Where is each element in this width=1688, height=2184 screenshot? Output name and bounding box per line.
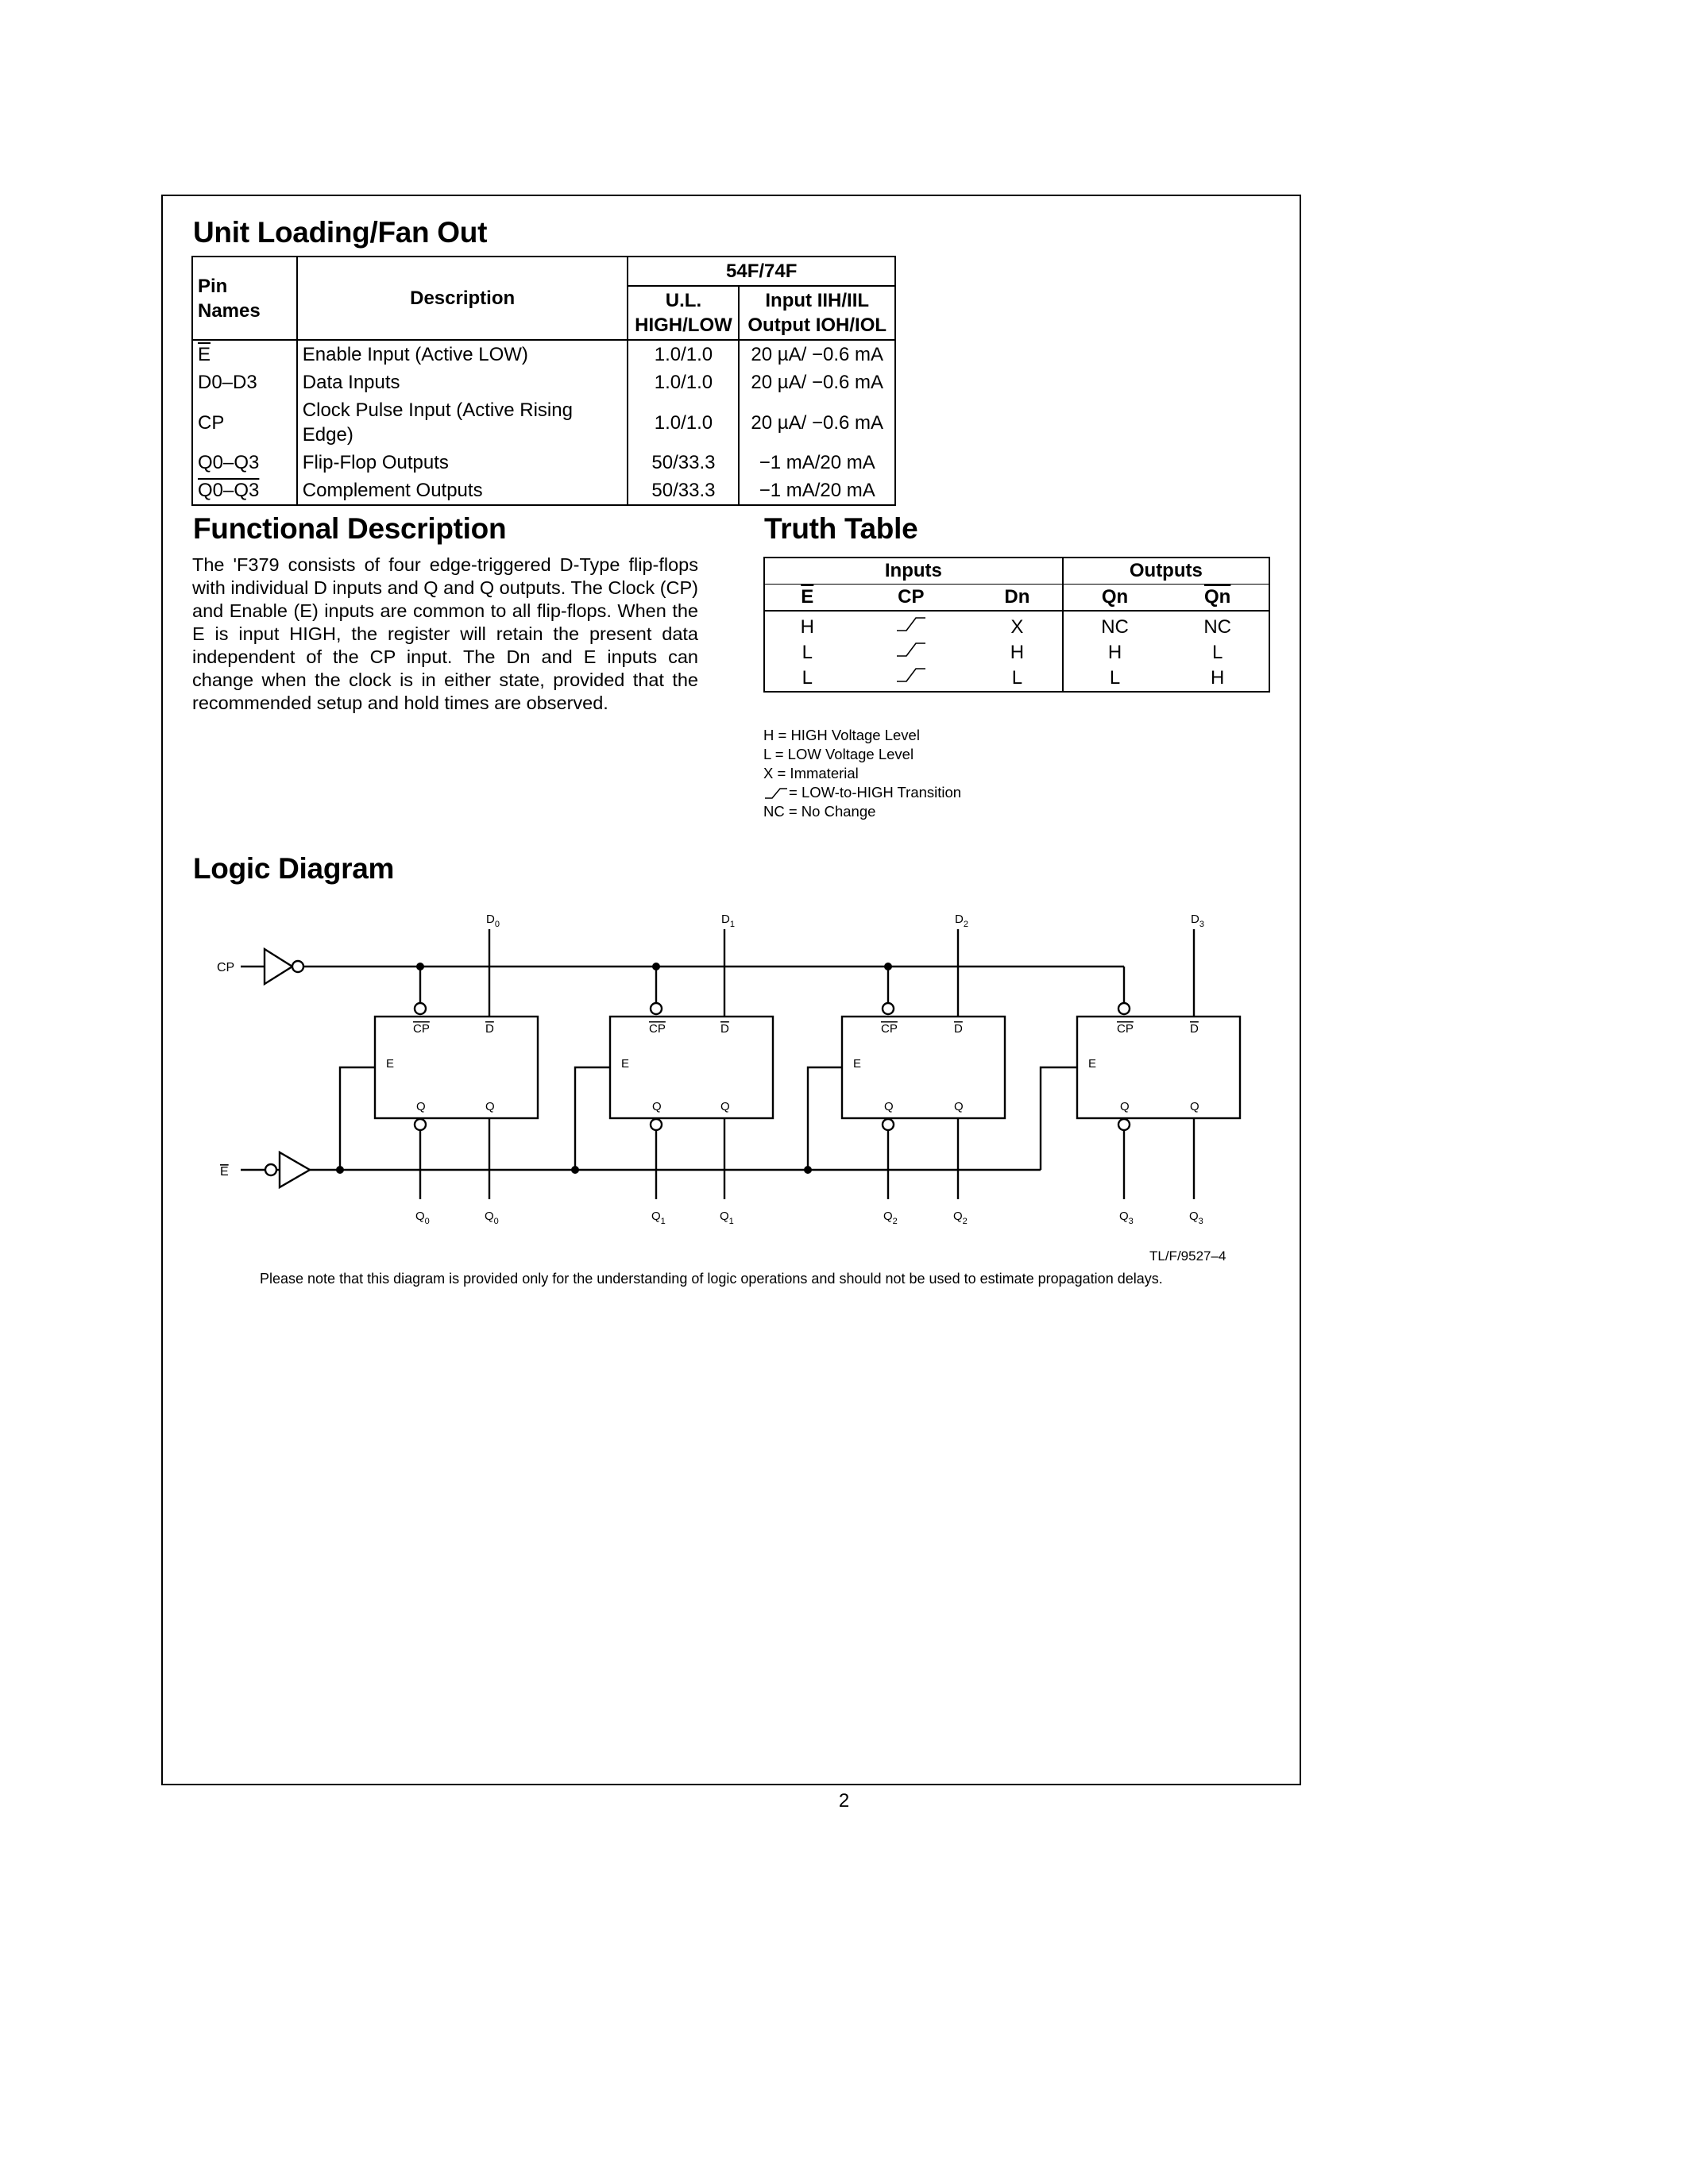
ff-pin-q-label: Q (720, 1100, 730, 1113)
col-ul: U.L. HIGH/LOW (628, 286, 739, 340)
false: $Q_3$ (1189, 1210, 1203, 1226)
false: $D_1$ (721, 913, 735, 929)
ff-pin-cp-label: CP (1117, 1022, 1134, 1036)
tt-cell: L (1011, 667, 1023, 689)
pin-desc: Data Inputs (297, 369, 628, 396)
false: $D_2$ (955, 913, 968, 929)
ff-pin-cp-label: CP (413, 1022, 430, 1036)
true: $Q_1$ (651, 1210, 666, 1226)
ff-pin-d-label: D (485, 1022, 494, 1036)
qbar-inversion-bubble (1118, 1119, 1130, 1130)
ff-pin-q-label: Q (1190, 1100, 1199, 1113)
e-buffer-gate (280, 1152, 310, 1187)
tt-header: Qn (1063, 585, 1167, 612)
tt-cell: H (1063, 640, 1167, 666)
tt-header: Dn (1004, 586, 1030, 608)
diagram-note: Please note that this diagram is provided only for the understanding of logic operations and should not be used to estimate propagation delays. (260, 1271, 1163, 1287)
tt-group-outputs: Outputs (1063, 558, 1269, 585)
truth-table-title: Truth Table (764, 512, 918, 545)
enable-wire (340, 1067, 375, 1170)
ff-pin-qbar-label: Q (652, 1100, 662, 1113)
clock-inversion-bubble (1118, 1003, 1130, 1014)
clock-inversion-bubble (415, 1003, 426, 1014)
legend-item: X = Immaterial (763, 765, 859, 781)
ff-pin-q-label: Q (485, 1100, 495, 1113)
tt-header: $\overline{E}$ (764, 585, 850, 612)
true: $Q_3$ (1119, 1210, 1134, 1226)
ff-pin-qbar-label: Q (416, 1100, 426, 1113)
tt-cell: X (1010, 616, 1024, 638)
false: $D_3$ (1191, 913, 1204, 929)
enable-wire (808, 1067, 842, 1170)
pin-name: CP (192, 396, 297, 449)
enable-wire (1041, 1067, 1077, 1170)
ff-pin-q-label: Q (954, 1100, 964, 1113)
e-input-label: E (220, 1165, 229, 1179)
enable-wire (575, 1067, 610, 1170)
pin-io: −1 mA/20 mA (739, 449, 895, 477)
pin-desc: Flip-Flop Outputs (297, 449, 628, 477)
pin-ul: 1.0/1.0 (628, 396, 739, 449)
col-group-54f74f: 54F/74F (628, 257, 895, 286)
pin-name: Q0–Q3 (192, 477, 297, 505)
tt-cell: L (1063, 666, 1167, 692)
qbar-inversion-bubble (883, 1119, 894, 1130)
tt-cell: L (1166, 640, 1269, 666)
ff-pin-e-label: E (386, 1057, 395, 1071)
e-input-bubble (265, 1164, 276, 1175)
legend-item: NC = No Change (763, 803, 876, 820)
qbar-inversion-bubble (415, 1119, 426, 1130)
pin-desc: Enable Input (Active LOW) (297, 340, 628, 369)
ff-pin-cp-label: CP (881, 1022, 898, 1036)
true: $Q_0$ (415, 1210, 430, 1226)
pin-name: D0–D3 (192, 369, 297, 396)
pin-desc: Clock Pulse Input (Active Rising Edge) (297, 396, 628, 449)
logic-diagram-title: Logic Diagram (193, 852, 395, 885)
pin-ul: 1.0/1.0 (628, 369, 739, 396)
flip-flop-block (375, 1017, 538, 1118)
tt-header: CP (898, 586, 925, 608)
page-number: 2 (838, 1790, 850, 1812)
pin-ul: 50/33.3 (628, 477, 739, 505)
qbar-inversion-bubble (651, 1119, 662, 1130)
col-io-line2: Output IOH/IOL (747, 314, 887, 336)
tt-cell: L (764, 666, 850, 692)
col-description: Description (297, 257, 628, 340)
legend-item: L = LOW Voltage Level (763, 746, 914, 762)
pin-io: 20 µA/ −0.6 mA (739, 340, 895, 369)
col-io-line1: Input IIH/IIL (765, 290, 870, 311)
tt-cell: NC (1063, 611, 1167, 640)
tt-cell: H (1166, 666, 1269, 692)
clock-inversion-bubble (883, 1003, 894, 1014)
ff-pin-cp-label: CP (649, 1022, 666, 1036)
ff-pin-d-label: D (1190, 1022, 1199, 1036)
tt-cell: NC (1166, 611, 1269, 640)
false: $Q_1$ (720, 1210, 734, 1226)
functional-description-text: The 'F379 consists of four edge-triggered D-Type flip-flops with individual D inputs and Q and Q outputs. The Clock (CP) and Enable (E) inputs are common to all flip-flops. When the E is input HIGH, the register will retain the present data independent of the CP input. The Dn and E inputs can change when the clock is in either state, provided that the recommended setup and hold times are observed. (192, 554, 698, 713)
ff-pin-e-label: E (853, 1057, 862, 1071)
cp-buffer-gate (265, 949, 292, 984)
flip-flop-block (842, 1017, 1005, 1118)
false: $Q_2$ (953, 1210, 968, 1226)
tt-group-inputs: Inputs (764, 558, 1063, 585)
pin-ul: 1.0/1.0 (628, 340, 739, 369)
ff-pin-qbar-label: Q (1120, 1100, 1130, 1113)
pin-name: $\overline{E}$ (192, 340, 297, 369)
tt-cell: L (764, 640, 850, 666)
tt-header: $\overline{Qn}$ (1166, 585, 1269, 612)
ff-pin-d-label: D (720, 1022, 729, 1036)
flip-flop-block (610, 1017, 773, 1118)
functional-description-title: Functional Description (193, 512, 507, 545)
ff-pin-qbar-label: Q (884, 1100, 894, 1113)
ff-pin-e-label: E (1088, 1057, 1097, 1071)
clock-inversion-bubble (651, 1003, 662, 1014)
diagram-reference: TL/F/9527–4 (1149, 1248, 1226, 1264)
legend-transition-label: = LOW-to-HIGH Transition (789, 784, 962, 801)
pin-ul: 50/33.3 (628, 449, 739, 477)
pin-io: 20 µA/ −0.6 mA (739, 396, 895, 449)
legend-item: H = HIGH Voltage Level (763, 727, 920, 743)
cp-inversion-bubble (292, 961, 303, 972)
ff-pin-d-label: D (954, 1022, 963, 1036)
tt-cell: H (1010, 642, 1025, 663)
pin-io: −1 mA/20 mA (739, 477, 895, 505)
col-pin-names: Pin Names (192, 257, 297, 340)
false: $Q_0$ (485, 1210, 499, 1226)
pin-desc: Complement Outputs (297, 477, 628, 505)
cp-input-label: CP (217, 961, 235, 974)
flip-flop-block (1077, 1017, 1240, 1118)
true: $Q_2$ (883, 1210, 898, 1226)
pin-io: 20 µA/ −0.6 mA (739, 369, 895, 396)
tt-cell: H (764, 611, 850, 640)
ff-pin-e-label: E (621, 1057, 630, 1071)
unit-loading-title: Unit Loading/Fan Out (193, 216, 488, 249)
false: $D_0$ (486, 913, 500, 929)
pin-name: Q0–Q3 (192, 449, 297, 477)
